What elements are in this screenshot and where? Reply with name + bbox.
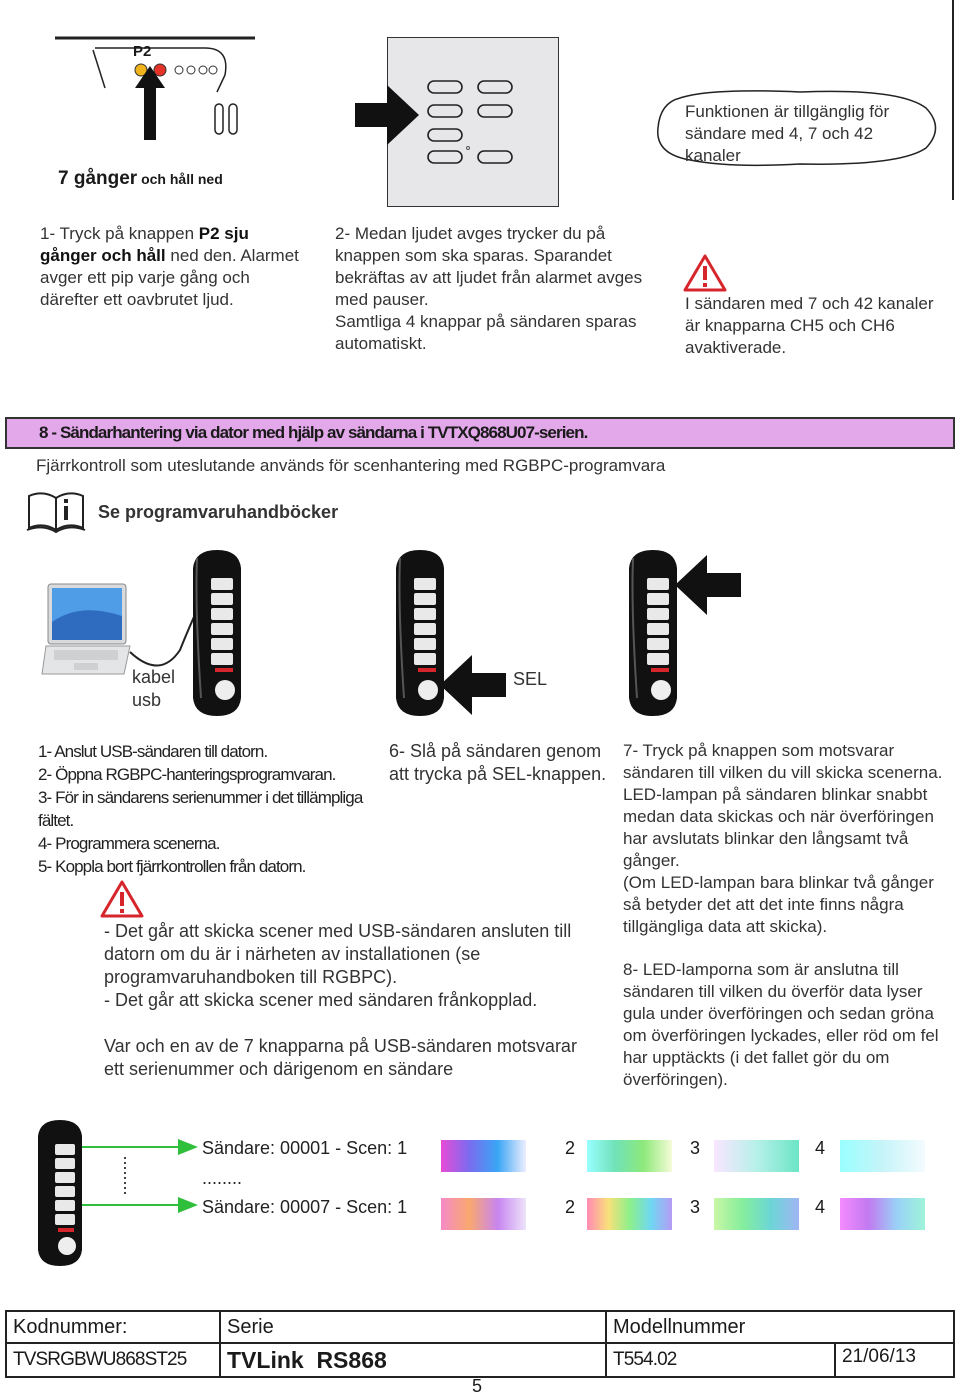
color-gradient (587, 1140, 672, 1172)
sel-arrow-icon (440, 655, 510, 715)
steps-left (38, 740, 373, 878)
step-item: 3- För in sändarens serienummer i det tillämpliga fältet. (38, 788, 363, 830)
serial-note: Var och en av de 7 knapparna på USB-sändaren motsvarar ett serienummer och därigenom en sändare (104, 1036, 577, 1079)
color-gradient (714, 1140, 799, 1172)
usb-transmitter-remote (187, 548, 247, 718)
step1-a: 1- Tryck på knappen (40, 224, 199, 243)
cable-label-2: usb (132, 690, 162, 710)
step6-text: 6- Slå på sändaren genom att trycka på SEL-knappen. (389, 741, 607, 784)
serie-value: TVLink RS868 (220, 1343, 606, 1377)
modell-value: T554.02 (606, 1343, 835, 1377)
manual-book-icon (25, 490, 87, 534)
section-subtitle: Fjärrkontroll som uteslutande används för scenhantering med RGBPC-programvara (36, 456, 666, 475)
step-item: 1- Anslut USB-sändaren till datorn. (38, 742, 268, 761)
section-heading (5, 417, 955, 449)
step7-block (623, 740, 948, 1091)
cable-label (132, 666, 175, 712)
modell-label: Modellnummer (606, 1311, 954, 1343)
press-count-rest: och håll ned (137, 171, 223, 187)
warning-block (104, 920, 584, 1081)
scene-number: 3 (690, 1197, 701, 1217)
green-arrows (80, 1135, 200, 1215)
color-gradient (840, 1140, 925, 1172)
scene-number: 4 (815, 1197, 826, 1217)
step-item: 4- Programmera scenerna. (38, 834, 220, 853)
panel-buttons (420, 75, 520, 170)
step1-b: P2 sju gånger och håll (40, 224, 249, 265)
date-value: 21/06/13 (835, 1343, 954, 1377)
step1-text (40, 223, 310, 311)
warn-line: - Det går att skicka scener med sändaren frånkopplad. (104, 990, 538, 1010)
warning-text: I sändaren med 7 och 42 kanaler är knapparna CH5 och CH6 avaktiverade. (685, 294, 934, 357)
kod-value: TVSRGBWU868ST25 (6, 1343, 220, 1377)
color-gradient (840, 1198, 925, 1230)
step8-text: 8- LED-lamporna som är anslutna till sändaren till vilken du överför data lyser gula under överföringen och sedan gröna om överföringen lyckades, eller röd om fel har upptäckts (i det fallet gör du om överföringen). (623, 960, 939, 1089)
footer-table (5, 1310, 955, 1378)
arrow-right-icon (355, 85, 425, 145)
p2-label: P2 (133, 43, 152, 60)
page-number: 5 (472, 1376, 483, 1396)
step7-text: 7- Tryck på knappen som motsvarar sändaren till vilken du vill skicka scenerna. LED-lampan på sändaren blinkar snabbt medan data skickas och när överföringen har avslutats blinkar den långsamt två gånger. (623, 741, 943, 870)
section-heading-text: 8 - Sändarhantering via dator med hjälp av sändarna i TVTXQ868U07-serien. (39, 423, 588, 442)
step7-note: (Om LED-lampan bara blinkar två gånger så betyder det att det inte finns några tillgängliga data att skicka). (623, 873, 934, 936)
sel-label: SEL (513, 669, 548, 689)
step-item: 2- Öppna RGBPC-hanteringsprogramvaran. (38, 765, 336, 784)
warning-icon (683, 254, 727, 292)
kod-label: Kodnummer: (6, 1311, 220, 1343)
warning-icon-2 (100, 880, 144, 918)
scene-row-2: Sändare: 00007 - Scen: 1 (202, 1197, 408, 1217)
scene-number: 2 (565, 1138, 576, 1158)
step2-text (335, 223, 655, 355)
warn-line: - Det går att skicka scener med USB-sändaren ansluten till datorn om du är i närheten av installationen (se programvaruhandboken till RGBPC). (104, 921, 572, 987)
scene-row-1: Sändare: 00001 - Scen: 1 (202, 1138, 408, 1158)
color-gradient (714, 1198, 799, 1230)
step-item: 5- Koppla bort fjärrkontrollen från datorn. (38, 857, 306, 876)
color-gradient (441, 1198, 526, 1230)
manual-label: Se programvaruhandböcker (98, 502, 339, 522)
cable-label-1: kabel (132, 667, 176, 687)
color-gradient (441, 1140, 526, 1172)
scene-number: 4 (815, 1138, 826, 1158)
bubble-text: Funktionen är tillgänglig för sändare med 4, 7 och 42 kanaler (685, 102, 890, 165)
scene-dots: ........ (202, 1168, 243, 1188)
step2-line1: 2- Medan ljudet avges trycker du på knappen som ska sparas. Sparandet bekräftas av att ljudet från alarmet avges med pauser. (335, 224, 643, 309)
receiver-board-illustration (55, 30, 285, 160)
step1-c: ned den. Alarmet avger ett pip varje gång och därefter ett oavbrutet ljud. (40, 246, 299, 309)
scene-number: 2 (565, 1197, 576, 1217)
scene-number: 3 (690, 1138, 701, 1158)
step2-line2: Samtliga 4 knappar på sändaren sparas automatiskt. (335, 312, 637, 353)
target-arrow-icon (675, 555, 745, 615)
color-gradient (587, 1198, 672, 1230)
transmitter-remote-target (623, 548, 683, 718)
press-count-label (58, 168, 223, 190)
serie-label: Serie (220, 1311, 606, 1343)
press-count-bold: 7 gånger (58, 168, 138, 189)
